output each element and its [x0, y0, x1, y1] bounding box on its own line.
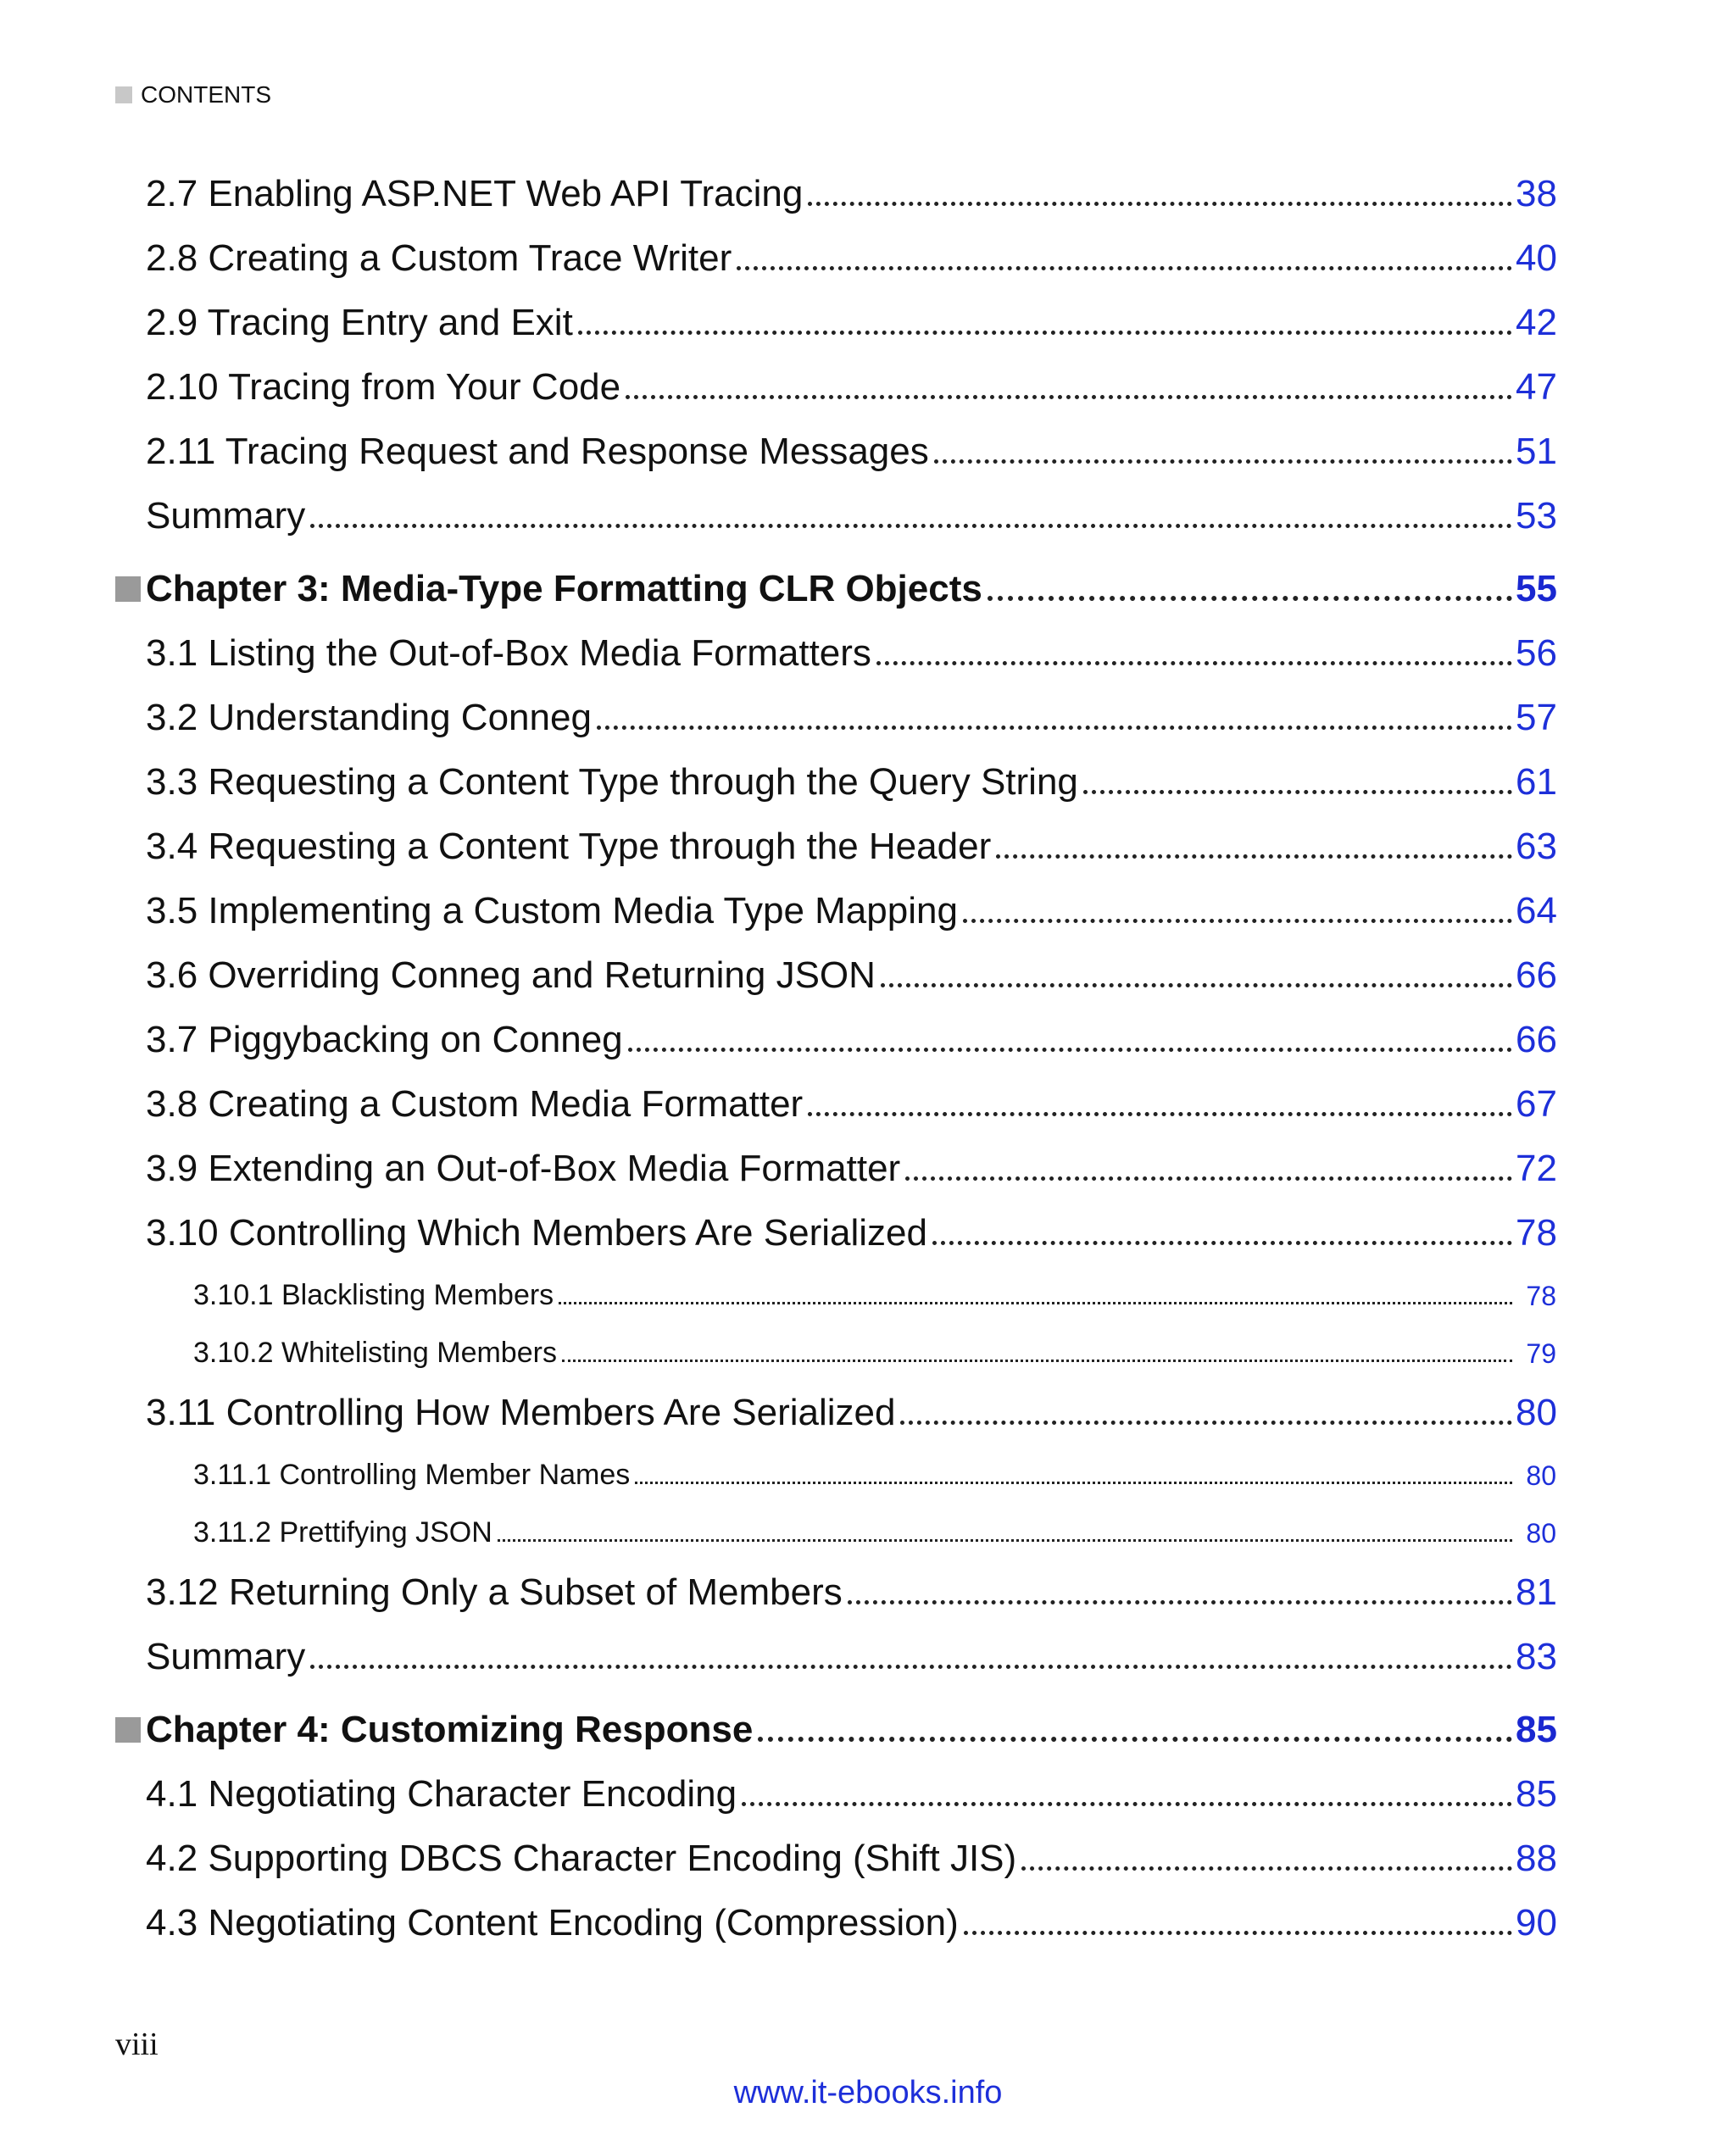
toc-page-number[interactable]: 47: [1516, 366, 1557, 408]
toc-entry-title-text: 4.3 Negotiating Content Encoding (Compression): [146, 1902, 959, 1944]
toc-entry-title: [115, 1571, 843, 1614]
toc-section-entry[interactable]: [115, 1816, 1556, 1880]
toc-entry-title: [115, 1838, 1016, 1880]
toc-entry-title: [115, 431, 929, 473]
toc-entry-title-text: 3.6 Overriding Conneg and Returning JSON: [146, 954, 876, 996]
toc-entry-title-text: 3.1 Listing the Out-of-Box Media Formatters: [146, 632, 871, 674]
toc-subsection-entry[interactable]: [115, 1312, 1556, 1370]
toc-page-number[interactable]: 78: [1526, 1281, 1556, 1311]
toc-entry-title-text: 4.2 Supporting DBCS Character Encoding (Shift JIS): [146, 1838, 1017, 1879]
toc-entry-title: [115, 1148, 900, 1190]
dot-leader: [559, 1302, 1512, 1304]
toc-page-number[interactable]: 85: [1516, 1773, 1557, 1815]
running-header: [115, 81, 271, 108]
toc-entry-title-text: 2.7 Enabling ASP.NET Web API Tracing: [146, 173, 804, 214]
toc-page-number[interactable]: 80: [1516, 1392, 1557, 1433]
toc-page-number[interactable]: 80: [1526, 1460, 1556, 1491]
toc-section-entry[interactable]: [115, 473, 1556, 537]
toc-entry-title-text: 4.1 Negotiating Character Encoding: [146, 1773, 737, 1815]
toc-entry-title: [115, 1709, 753, 1751]
toc-section-entry[interactable]: [115, 1614, 1556, 1678]
toc-entry-title-text: Chapter 4: Customizing Response: [146, 1709, 754, 1750]
dot-leader: [934, 459, 1512, 464]
toc-page-number[interactable]: 64: [1516, 890, 1557, 931]
dot-leader: [498, 1539, 1512, 1542]
toc-section-entry[interactable]: [115, 1370, 1556, 1434]
toc-section-entry[interactable]: [115, 997, 1556, 1061]
toc-entry-title: [115, 632, 871, 675]
toc-page-number[interactable]: 66: [1516, 1019, 1557, 1060]
toc-section-entry[interactable]: [115, 932, 1556, 997]
toc-section-entry[interactable]: [115, 739, 1556, 804]
toc-page-number[interactable]: 67: [1516, 1083, 1557, 1125]
toc-page-number[interactable]: 72: [1516, 1148, 1557, 1189]
dot-leader: [905, 1176, 1512, 1181]
toc-entry-title: [115, 568, 982, 610]
dot-leader: [848, 1600, 1512, 1604]
toc-page-number[interactable]: 57: [1516, 697, 1557, 738]
toc-entry-title: [115, 366, 620, 409]
toc-section-entry[interactable]: [115, 1751, 1556, 1816]
dot-leader: [932, 1241, 1512, 1245]
toc-section-entry[interactable]: [115, 409, 1556, 473]
dot-leader: [1021, 1866, 1512, 1871]
toc-page-number[interactable]: 79: [1526, 1338, 1556, 1369]
dot-leader: [310, 524, 1512, 528]
toc-section-entry[interactable]: [115, 280, 1556, 344]
toc-entry-title-text: 3.7 Piggybacking on Conneg: [146, 1019, 623, 1060]
toc-chapter-entry[interactable]: [115, 541, 1556, 610]
toc-entry-title-text: 3.11.1 Controlling Member Names: [193, 1459, 631, 1491]
dot-leader: [808, 1112, 1512, 1116]
toc-page-number[interactable]: 81: [1516, 1571, 1557, 1613]
toc-page-number[interactable]: 85: [1516, 1709, 1557, 1750]
toc-page-number[interactable]: 88: [1516, 1838, 1557, 1879]
toc-section-entry[interactable]: [115, 1549, 1556, 1614]
dot-leader: [578, 331, 1512, 335]
toc-chapter-entry[interactable]: [115, 1682, 1556, 1751]
toc-entry-title: [115, 495, 305, 537]
toc-entry-title-text: 3.2 Understanding Conneg: [146, 697, 592, 738]
toc-entry-title: [115, 761, 1078, 804]
toc-entry-title-text: 2.11 Tracing Request and Response Messages: [146, 431, 929, 472]
toc-entry-title-text: 3.9 Extending an Out-of-Box Media Formatter: [146, 1148, 901, 1189]
toc-page-number[interactable]: 42: [1516, 302, 1557, 343]
toc-section-entry[interactable]: [115, 151, 1556, 215]
toc-entry-title: [115, 1636, 305, 1678]
dot-leader: [635, 1482, 1512, 1484]
toc-section-entry[interactable]: [115, 1190, 1556, 1254]
dot-leader: [597, 726, 1512, 730]
toc-page-number[interactable]: 53: [1516, 495, 1557, 537]
toc-entry-title-text: 3.10.2 Whitelisting Members: [193, 1337, 557, 1369]
toc-page-number[interactable]: 80: [1526, 1518, 1556, 1549]
toc-entry-title: [115, 237, 732, 280]
toc-entry-title: [115, 302, 573, 344]
toc-subsection-entry[interactable]: [115, 1492, 1556, 1549]
toc-page-number[interactable]: 63: [1516, 826, 1557, 867]
toc-entry-title: [115, 1516, 492, 1549]
toc-entry-title-text: 3.10.1 Blacklisting Members: [193, 1279, 554, 1311]
toc-section-entry[interactable]: [115, 1880, 1556, 1944]
toc-section-entry[interactable]: [115, 1126, 1556, 1190]
dot-leader: [808, 202, 1512, 206]
toc-section-entry[interactable]: [115, 675, 1556, 739]
chapter-square-icon: [115, 1717, 141, 1743]
toc-section-entry[interactable]: [115, 804, 1556, 868]
dot-leader: [900, 1421, 1512, 1425]
toc-entry-title: [115, 826, 991, 868]
toc-entry-title: [115, 1773, 737, 1816]
toc-section-entry[interactable]: [115, 610, 1556, 675]
header-label: CONTENTS: [141, 81, 271, 108]
dot-leader: [964, 1931, 1512, 1935]
toc-entry-title-text: 2.10 Tracing from Your Code: [146, 366, 621, 408]
toc-page-number[interactable]: 78: [1516, 1212, 1557, 1254]
toc-entry-title-text: 3.10 Controlling Which Members Are Serialized: [146, 1212, 927, 1254]
toc-page-number[interactable]: 56: [1516, 632, 1557, 674]
toc-page-number[interactable]: 38: [1516, 173, 1557, 214]
dot-leader: [310, 1665, 1512, 1669]
toc-entry-title: [115, 1083, 803, 1126]
toc-page-number[interactable]: 61: [1516, 761, 1557, 803]
toc-entry-title: [115, 1279, 554, 1312]
toc-entry-title: [115, 954, 876, 997]
toc-entry-title: [115, 1337, 557, 1370]
dot-leader: [742, 1802, 1512, 1806]
toc-entry-title-text: 3.8 Creating a Custom Media Formatter: [146, 1083, 804, 1125]
toc-entry-title: [115, 697, 592, 739]
toc-entry-title: [115, 1212, 927, 1254]
toc-subsection-entry[interactable]: [115, 1254, 1556, 1312]
toc-entry-title: [115, 890, 958, 932]
toc-entry-title-text: 3.4 Requesting a Content Type through the Header: [146, 826, 992, 867]
dot-leader: [737, 266, 1512, 270]
toc-entry-title-text: 2.8 Creating a Custom Trace Writer: [146, 237, 732, 279]
toc-entry-title-text: Summary: [146, 495, 306, 537]
toc-entry-title-text: Summary: [146, 1636, 306, 1677]
toc-entry-title-text: Chapter 3: Media-Type Formatting CLR Objects: [146, 568, 982, 609]
dot-leader: [628, 1048, 1512, 1052]
footer-link[interactable]: www.it-ebooks.info: [733, 2075, 1003, 2110]
dot-leader: [1083, 790, 1512, 794]
toc-entry-title: [115, 1902, 959, 1944]
toc-page-number[interactable]: 66: [1516, 954, 1557, 996]
chapter-square-icon: [115, 576, 141, 602]
toc-entry-title-text: 3.11 Controlling How Members Are Serialized: [146, 1392, 896, 1433]
toc-entry-title-text: 2.9 Tracing Entry and Exit: [146, 302, 573, 343]
dot-leader: [996, 854, 1512, 859]
dot-leader: [626, 395, 1512, 399]
toc-section-entry[interactable]: [115, 344, 1556, 409]
toc-entry-title-text: 3.12 Returning Only a Subset of Members: [146, 1571, 843, 1613]
dot-leader: [988, 596, 1512, 601]
toc-page-number[interactable]: 51: [1516, 431, 1557, 472]
toc-entry-title: [115, 1459, 630, 1492]
table-of-contents: [115, 151, 1556, 1944]
toc-page-number[interactable]: 83: [1516, 1636, 1557, 1677]
toc-page-number[interactable]: 90: [1516, 1902, 1557, 1944]
toc-section-entry[interactable]: [115, 868, 1556, 932]
toc-page-number[interactable]: 40: [1516, 237, 1557, 279]
dot-leader: [758, 1737, 1512, 1742]
toc-entry-title: [115, 173, 803, 215]
dot-leader: [963, 919, 1512, 923]
dot-leader: [562, 1360, 1512, 1362]
dot-leader: [876, 661, 1512, 665]
toc-subsection-entry[interactable]: [115, 1434, 1556, 1492]
toc-entry-title: [115, 1019, 623, 1061]
toc-section-entry[interactable]: [115, 1061, 1556, 1126]
toc-entry-title-text: 3.11.2 Prettifying JSON: [193, 1516, 492, 1549]
toc-entry-title: [115, 1392, 895, 1434]
page-folio: viii: [115, 2027, 159, 2062]
toc-entry-title-text: 3.3 Requesting a Content Type through the Query String: [146, 761, 1078, 803]
toc-page-number[interactable]: 55: [1516, 568, 1557, 609]
toc-section-entry[interactable]: [115, 215, 1556, 280]
dot-leader: [881, 983, 1512, 987]
header-square-icon: [115, 86, 132, 103]
toc-entry-title-text: 3.5 Implementing a Custom Media Type Mapping: [146, 890, 958, 931]
